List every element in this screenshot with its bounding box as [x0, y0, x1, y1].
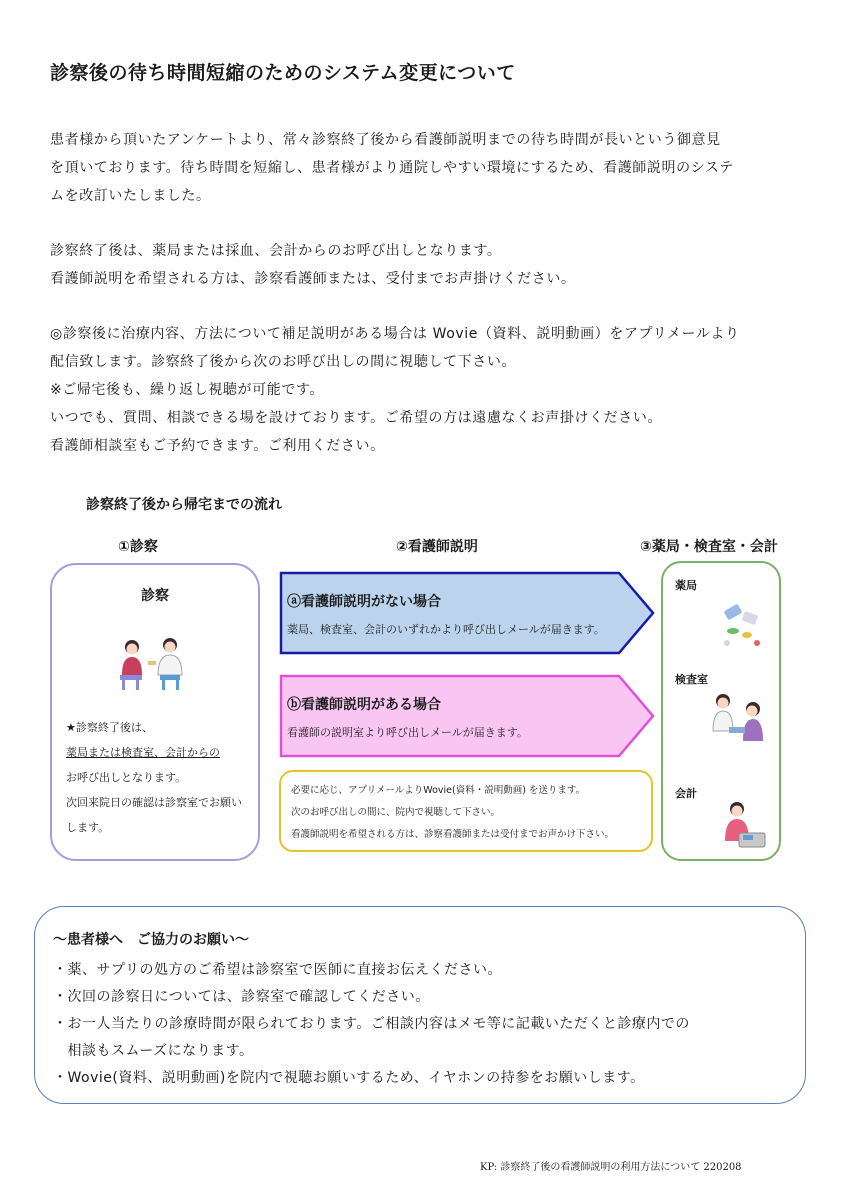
wovie-note-line: 次のお呼び出しの間に、院内で視聴して下さい。 [291, 807, 501, 818]
patient-request-box [34, 906, 806, 1104]
exam-box-note [66, 715, 256, 840]
arrow-b-body: 看護師の説明室より呼び出しメールが届きます。 [287, 726, 528, 739]
request-title: ～患者様へ ご協力のお願い～ [53, 932, 249, 948]
arrow-with-nurse [279, 674, 655, 762]
page-title: 診察後の待ち時間短縮のためのシステム変更について [50, 62, 516, 84]
note-line: ★診察終了後は、 [66, 721, 153, 734]
wovie-note-line: 看護師説明を希望される方は、診察看護師または受付までお声かけ下さい。 [291, 829, 615, 840]
wovie-note-box [279, 770, 653, 852]
intro-line: を頂いております。待ち時間を短縮し、患者様がより通院しやすい環境にするため、看護師説明のシステ [50, 160, 734, 176]
arrow-shape [279, 674, 655, 758]
intro-line: ※ご帰宅後も、繰り返し視聴が可能です。 [50, 382, 325, 398]
intro-line: 看護師説明を希望される方は、診察看護師または、受付までお声掛けください。 [50, 271, 576, 287]
arrow-b-heading: ⓑ看護師説明がある場合 [287, 697, 441, 713]
column-heading-exam: ①診察 [118, 539, 158, 555]
medicine-icon [717, 603, 767, 653]
intro-line: 患者様から頂いたアンケートより、常々診察終了後から看護師説明までの待ち時間が長いという御意見 [50, 132, 721, 148]
arrow-no-nurse [279, 571, 655, 659]
cashier-label: 会計 [675, 787, 697, 800]
exam-box [50, 563, 260, 861]
note-line: 薬局または検査室、会計からの [66, 746, 220, 759]
blood-test-icon [709, 691, 769, 751]
request-item: 相談もスムーズになります。 [53, 1043, 254, 1059]
note-line: 次回来院日の確認は診察室でお願い [66, 796, 242, 809]
intro-text [50, 126, 810, 460]
footer-note: KP: 診察終了後の看護師説明の利用方法について 220208 [480, 1162, 742, 1173]
request-list [53, 957, 690, 1092]
request-item: ・Wovie(資料、説明動画)を院内で視聴お願いするため、イヤホンの持参をお願いします。 [53, 1070, 645, 1086]
intro-line: 配信致します。診察終了後から次のお呼び出しの間に視聴して下さい。 [50, 354, 517, 370]
request-item: ・お一人当たりの診療時間が限られております。ご相談内容はメモ等に記載いただくと診療内での [53, 1016, 690, 1032]
request-item: ・次回の診察日については、診察室で確認してください。 [53, 989, 430, 1005]
request-item: ・薬、サプリの処方のご希望は診察室で医師に直接お伝えください。 [53, 962, 502, 978]
pharmacy-label: 薬局 [675, 579, 697, 592]
intro-line: ◎診察後に治療内容、方法について補足説明がある場合は Wovie（資料、説明動画）をアプリメールより [50, 326, 740, 342]
arrow-a-body: 薬局、検査室、会計のいずれかより呼び出しメールが届きます。 [287, 623, 605, 636]
column-heading-nurse: ②看護師説明 [396, 539, 478, 555]
arrow-shape [279, 571, 655, 655]
intro-line: ムを改訂いたしました。 [50, 188, 211, 204]
intro-line: いつでも、質問、相談できる場を設けております。ご希望の方は遠慮なくお声掛けください。 [50, 410, 663, 426]
note-line: します。 [66, 821, 110, 834]
column-heading-pharmacy: ③薬局・検査室・会計 [640, 539, 778, 555]
intro-line: 看護師相談室もご予約できます。ご利用ください。 [50, 438, 385, 454]
intro-line: 診察終了後は、薬局または採血、会計からのお呼び出しとなります。 [50, 243, 502, 259]
pharmacy-lab-cashier-box [661, 561, 781, 861]
doctor-patient-illustration [114, 635, 194, 695]
exam-box-title: 診察 [141, 588, 169, 604]
arrow-a-heading: ⓐ看護師説明がない場合 [287, 594, 441, 610]
lab-label: 検査室 [675, 673, 708, 686]
wovie-note-line: 必要に応じ、アプリメールよりWovie(資料・説明動画) を送ります。 [291, 785, 586, 796]
note-line: お呼び出しとなります。 [66, 771, 187, 784]
cashier-icon [717, 799, 771, 855]
flow-title: 診察終了後から帰宅までの流れ [86, 497, 282, 513]
